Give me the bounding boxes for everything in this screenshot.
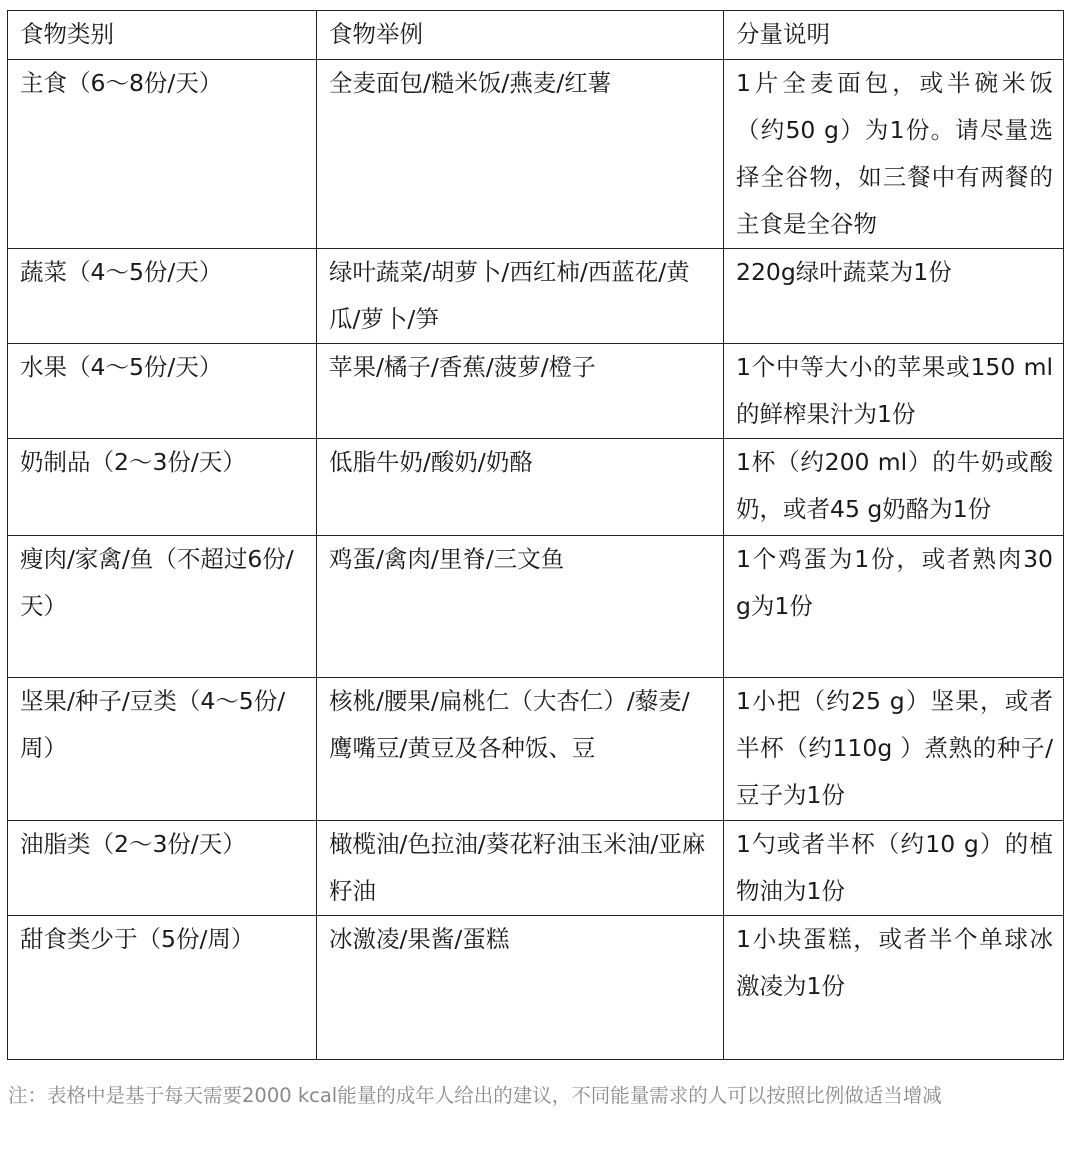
cell-examples: 全麦面包/糙米饭/燕麦/红薯 — [317, 60, 724, 249]
cell-category: 油脂类（2～3份/天） — [8, 821, 317, 916]
cell-examples: 鸡蛋/禽肉/里脊/三文鱼 — [317, 536, 724, 678]
cell-examples: 冰激凌/果酱/蛋糕 — [317, 916, 724, 1060]
cell-examples: 低脂牛奶/酸奶/奶酪 — [317, 439, 724, 536]
cell-category: 主食（6～8份/天） — [8, 60, 317, 249]
cell-serving: 1片全麦面包，或半碗米饭（约50 g）为1份。请尽量选择全谷物，如三餐中有两餐的主食是全谷物 — [724, 60, 1064, 249]
table-row — [8, 249, 1064, 344]
cell-examples: 绿叶蔬菜/胡萝卜/西红柿/西蓝花/黄瓜/萝卜/笋 — [317, 249, 724, 344]
cell-serving: 1杯（约200 ml）的牛奶或酸奶，或者45 g奶酪为1份 — [724, 439, 1064, 536]
cell-category: 奶制品（2～3份/天） — [8, 439, 317, 536]
cell-serving: 220g绿叶蔬菜为1份 — [724, 249, 1064, 344]
cell-serving: 1小块蛋糕，或者半个单球冰激凌为1份 — [724, 916, 1064, 1060]
table-row — [8, 60, 1064, 249]
table-row — [8, 821, 1064, 916]
cell-serving: 1小把（约25 g）坚果，或者半杯（约110g ）煮熟的种子/豆子为1份 — [724, 678, 1064, 821]
table-footnote: 注：表格中是基于每天需要2000 kcal能量的成年人给出的建议，不同能量需求的人可以按照比例做适当增减 — [8, 1084, 942, 1107]
cell-serving: 1勺或者半杯（约10 g）的植物油为1份 — [724, 821, 1064, 916]
cell-serving: 1个中等大小的苹果或150 ml的鲜榨果汁为1份 — [724, 344, 1064, 439]
food-servings-table — [7, 10, 1064, 1060]
table-row — [8, 536, 1064, 678]
header-examples: 食物举例 — [317, 11, 724, 60]
table-row — [8, 916, 1064, 1060]
cell-category: 甜食类少于（5份/周） — [8, 916, 317, 1060]
table-header-row — [8, 11, 1064, 60]
cell-examples: 核桃/腰果/扁桃仁（大杏仁）/藜麦/鹰嘴豆/黄豆及各种饭、豆 — [317, 678, 724, 821]
cell-category: 水果（4～5份/天） — [8, 344, 317, 439]
cell-category: 坚果/种子/豆类（4～5份/周） — [8, 678, 317, 821]
header-category: 食物类别 — [8, 11, 317, 60]
cell-category: 蔬菜（4～5份/天） — [8, 249, 317, 344]
cell-examples: 橄榄油/色拉油/葵花籽油玉米油/亚麻籽油 — [317, 821, 724, 916]
cell-serving: 1个鸡蛋为1份，或者熟肉30 g为1份 — [724, 536, 1064, 678]
cell-category: 瘦肉/家禽/鱼（不超过6份/天） — [8, 536, 317, 678]
header-serving: 分量说明 — [724, 11, 1064, 60]
table-row — [8, 344, 1064, 439]
table-row — [8, 678, 1064, 821]
cell-examples: 苹果/橘子/香蕉/菠萝/橙子 — [317, 344, 724, 439]
table-row — [8, 439, 1064, 536]
